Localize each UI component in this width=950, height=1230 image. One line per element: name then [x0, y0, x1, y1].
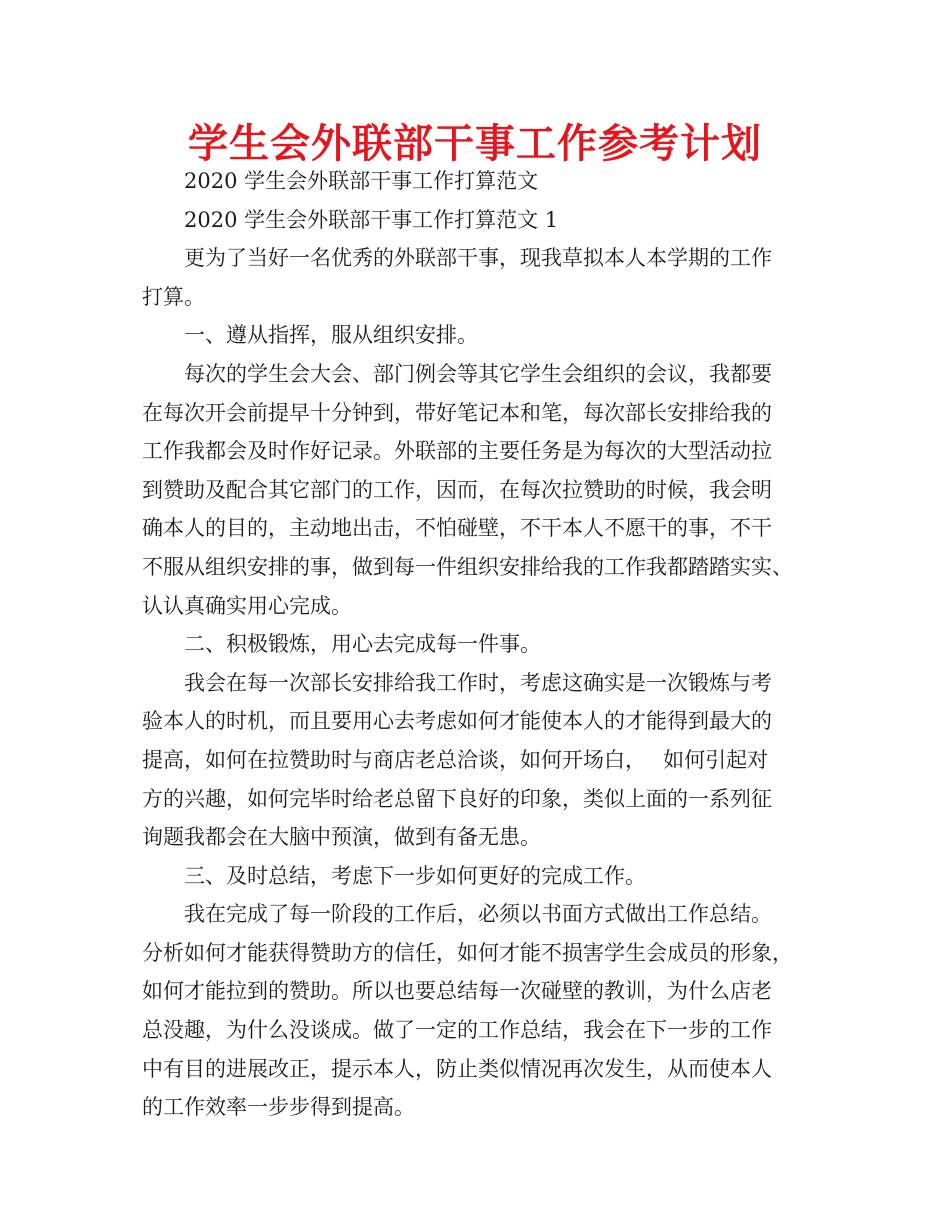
document-body	[142, 162, 832, 1127]
text-line: 中有目的进展改正，提示本人，防止类似情况再次发生，从而使本人	[142, 1056, 772, 1081]
text-line: 三、及时总结，考虑下一步如何更好的完成工作。	[184, 863, 646, 888]
text-line: 打算。	[142, 284, 205, 309]
text-line: 我在完成了每一阶段的工作后，必须以书面方式做出工作总结。	[184, 902, 772, 927]
text-line: 不服从组织安排的事，做到每一件组织安排给我的工作我都踏踏实实、	[142, 554, 793, 579]
text-line: 我会在每一次部长安排给我工作时，考虑这确实是一次锻炼与考	[184, 670, 772, 695]
text-line: 的工作效率一步步得到提高。	[142, 1095, 415, 1120]
text-line: 到赞助及配合其它部门的工作，因而，在每次拉赞助的时候，我会明	[142, 477, 772, 502]
text-line: 在每次开会前提早十分钟到，带好笔记本和笔，每次部长安排给我的	[142, 400, 772, 425]
document-title: 学生会外联部干事工作参考计划	[188, 121, 762, 167]
text-line: 验本人的时机，而且要用心去考虑如何才能使本人的才能得到最大的	[142, 709, 772, 734]
text-line: 如何才能拉到的赞助。所以也要总结每一次碰壁的教训，为什么店老	[142, 979, 772, 1004]
text-line: 认认真确实用心完成。	[142, 593, 352, 618]
text-line: 工作我都会及时作好记录。外联部的主要任务是为每次的大型活动拉	[142, 439, 772, 464]
text-line: 总没趣，为什么没谈成。做了一定的工作总结，我会在下一步的工作	[142, 1018, 772, 1043]
text-line: 提高，如何在拉赞助时与商店老总洽谈，如何开场白， 如何引起对	[142, 747, 769, 772]
text-line: 2020 学生会外联部干事工作打算范文	[184, 169, 539, 193]
text-line: 二、积极锻炼，用心去完成每一件事。	[184, 632, 541, 657]
text-line: 确本人的目的，主动地出击，不怕碰壁，不干本人不愿干的事，不干	[142, 516, 772, 541]
text-line: 每次的学生会大会、部门例会等其它学生会组织的会议，我都要	[184, 361, 772, 386]
text-line: 2020 学生会外联部干事工作打算范文 1	[184, 207, 559, 232]
text-line: 询题我都会在大脑中预演，做到有备无患。	[142, 825, 541, 850]
text-line: 方的兴趣，如何完毕时给老总留下良好的印象，类似上面的一系列征	[142, 786, 772, 811]
text-line: 分析如何才能获得赞助方的信任，如何才能不损害学生会成员的形象，	[142, 940, 793, 965]
text-line: 一、遵从指挥，服从组织安排。	[184, 323, 478, 348]
text-line: 更为了当好一名优秀的外联部干事，现我草拟本人本学期的工作	[184, 246, 772, 271]
